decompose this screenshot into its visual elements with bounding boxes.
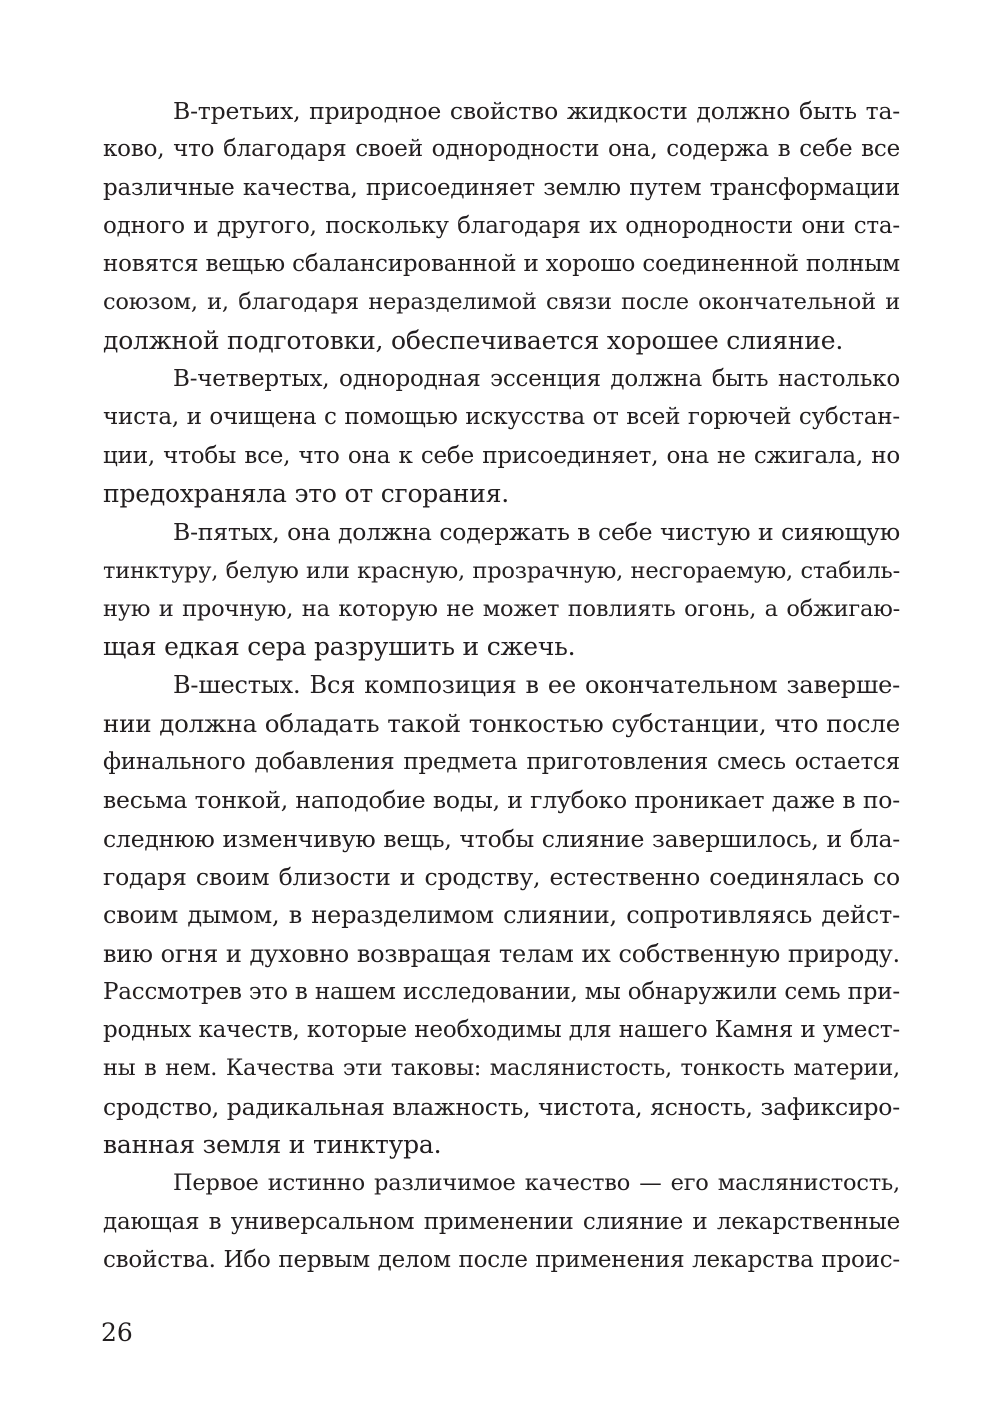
text-line: годаря своим близости и сродству, естественно соединялась со: [103, 862, 900, 891]
text-line: сродство, радикальная влажность, чистота, ясность, зафиксиро-: [103, 1092, 900, 1121]
text-line: тинктуру, белую или красную, прозрачную, несгораемую, стабиль-: [103, 557, 900, 584]
text-line: В-пятых, она должна содержать в себе чистую и сияющую: [173, 518, 900, 547]
text-line: весьма тонкой, наподобие воды, и глубоко проникает даже в по-: [103, 786, 900, 815]
page-number: 26: [101, 1318, 133, 1347]
body-text: [103, 92, 900, 1279]
text-line: свойства. Ибо первым делом после применения лекарства проис-: [103, 1246, 900, 1273]
text-line: союзом, и, благодаря неразделимой связи после окончательной и: [103, 289, 900, 316]
text-line: Рассмотрев это в нашем исследовании, мы обнаружили семь при-: [103, 978, 900, 1005]
text-line: ции, чтобы все, что она к себе присоединяет, она не сжигала, но: [103, 442, 900, 469]
text-line: различные качества, присоединяет землю путем трансформации: [103, 174, 900, 201]
text-line: предохраняла это от сгорания.: [103, 478, 510, 508]
text-line: родных качеств, которые необходимы для нашего Камня и умест-: [103, 1017, 900, 1044]
text-line: ково, что благодаря своей однородности она, содержа в себе все: [103, 136, 900, 163]
text-line: ную и прочную, на которую не может повлиять огонь, а обжигаю-: [103, 595, 900, 622]
text-line: чиста, и очищена с помощью искусства от всей горючей субстан-: [103, 404, 900, 431]
text-line: Первое истинно различимое качество — его маслянистость,: [173, 1170, 900, 1197]
text-line: В-шестых. Вся композиция в ее окончательном заверше-: [173, 671, 900, 700]
text-line: ны в нем. Качества эти таковы: маслянистость, тонкость материи,: [103, 1055, 900, 1082]
text-line: В-четвертых, однородная эссенция должна быть настолько: [173, 366, 900, 393]
text-line: должной подготовки, обеспечивается хорошее слияние.: [103, 325, 844, 355]
text-line: щая едкая сера разрушить и сжечь.: [103, 632, 576, 662]
text-line: одного и другого, поскольку благодаря их однородности они ста-: [103, 212, 900, 239]
text-line: финального добавления предмета приготовления смесь остается: [103, 749, 900, 776]
text-line: вию огня и духовно возвращая телам их собственную природу.: [103, 939, 900, 968]
text-line: В-третьих, природное свойство жидкости должно быть та-: [173, 97, 900, 125]
text-line: новятся вещью сбалансированной и хорошо соединенной полным: [103, 251, 900, 278]
text-line: нии должна обладать такой тонкостью субстанции, что после: [103, 708, 900, 738]
text-line: своим дымом, в неразделимом слиянии, сопротивляясь дейст-: [103, 901, 900, 930]
text-line: ванная земля и тинктура.: [103, 1130, 442, 1160]
text-line: следнюю изменчивую вещь, чтобы слияние завершилось, и бла-: [103, 824, 900, 853]
text-line: дающая в универсальном применении слияние и лекарственные: [103, 1208, 900, 1235]
